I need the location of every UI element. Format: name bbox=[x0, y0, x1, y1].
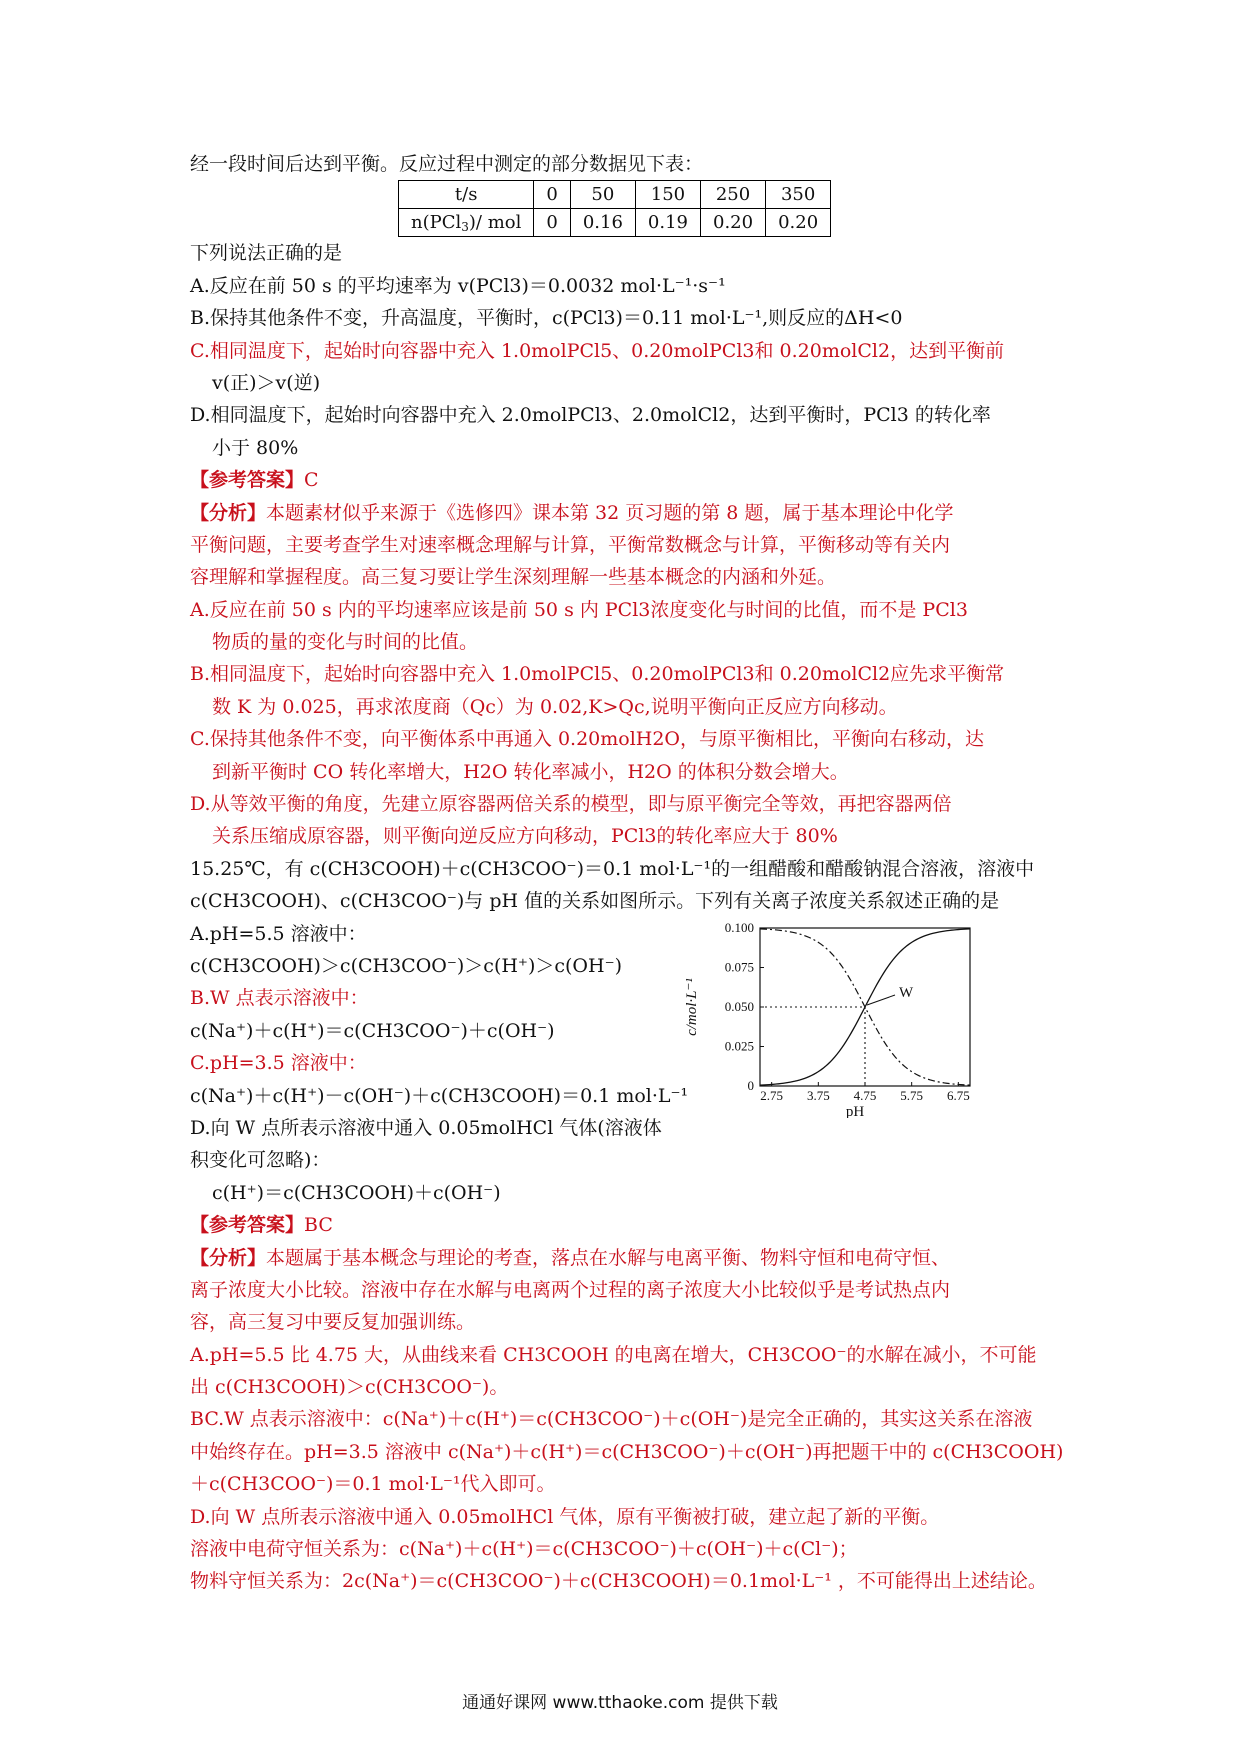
q15-analysis-cont: 容，高三复习中要反复加强训练。 bbox=[190, 1311, 476, 1334]
q15-answer: 【参考答案】BC bbox=[190, 1214, 333, 1237]
q15-options-block bbox=[190, 918, 1070, 1210]
q15-option-d-eq: c(H⁺)＝c(CH3COOH)＋c(OH⁻) bbox=[212, 1181, 501, 1204]
q14-analysis-d: D.从等效平衡的角度，先建立原容器两倍关系的模型，即与原平衡完全等效，再把容器两倍 bbox=[190, 793, 952, 816]
q15-option-d-cont: 积变化可忽略)： bbox=[190, 1149, 331, 1172]
x-tick-label: 3.75 bbox=[806, 1087, 830, 1103]
q15-analysis-a: A.pH=5.5 比 4.75 大，从曲线来看 CH3COOH 的电离在增大，CH3COO⁻的水解在减小，不可能 bbox=[190, 1343, 1037, 1366]
table-cell: 0 bbox=[534, 209, 570, 237]
q14-analysis-c-cont: 到新平衡时 CO 转化率增大，H2O 转化率减小，H2O 的体积分数会增大。 bbox=[212, 760, 849, 783]
q15-option-c: C.pH=3.5 溶液中： bbox=[190, 1052, 367, 1075]
q14-option-b: B.保持其他条件不变，升高温度，平衡时，c(PCl3)＝0.11 mol·L⁻¹,则反应的ΔH<0 bbox=[190, 307, 903, 330]
q15-analysis-bc-cont: ＋c(CH3COO⁻)＝0.1 mol·L⁻¹代入即可。 bbox=[190, 1473, 556, 1496]
y-tick-label: 0 bbox=[747, 1077, 754, 1093]
y-tick-label: 0.075 bbox=[724, 959, 754, 975]
q14-option-c-cont: v(正)＞v(逆) bbox=[212, 371, 321, 394]
x-tick-label: 4.75 bbox=[853, 1087, 877, 1103]
q15-stem: 15.25℃，有 c(CH3COOH)＋c(CH3COO⁻)＝0.1 mol·L⁻¹的一组醋酸和醋酸钠混合溶液，溶液中 bbox=[190, 857, 1035, 880]
q15-option-b-cont: c(Na⁺)＋c(H⁺)＝c(CH3COO⁻)＋c(OH⁻) bbox=[190, 1019, 555, 1042]
q14-intro: 经一段时间后达到平衡。反应过程中测定的部分数据见下表： bbox=[190, 153, 704, 175]
q14-option-d: D.相同温度下，起始时向容器中充入 2.0molPCl3、2.0molCl2，达到平衡时，PCl3 的转化率 bbox=[190, 404, 991, 427]
y-tick-label: 0.025 bbox=[724, 1038, 754, 1054]
q14-option-a: A.反应在前 50 s 的平均速率为 v(PCl3)＝0.0032 mol·L⁻¹·s⁻¹ bbox=[190, 274, 726, 297]
table-cell: 0.20 bbox=[766, 209, 831, 237]
q15-analysis-d-cont: 物料守恒关系为：2c(Na⁺)＝c(CH3COO⁻)＋c(CH3COOH)＝0.1mol·L⁻¹ ，不可能得出上述结论。 bbox=[190, 1570, 1047, 1593]
q15-option-d: D.向 W 点所表示溶液中通入 0.05molHCl 气体(溶液体 bbox=[190, 1116, 662, 1139]
q15-analysis-d-cont: 溶液中电荷守恒关系为：c(Na⁺)＋c(H⁺)＝c(CH3COO⁻)＋c(OH⁻)＋c(Cl⁻)； bbox=[190, 1538, 858, 1561]
q14-analysis-cont: 容理解和掌握程度。高三复习要让学生深刻理解一些基本概念的内涵和外延。 bbox=[190, 566, 837, 589]
table-cell: n(PCl$_3$)/ mol bbox=[399, 209, 534, 237]
x-tick-label: 2.75 bbox=[760, 1087, 784, 1103]
table-cell: 250 bbox=[701, 181, 766, 209]
q14-option-d-cont: 小于 80% bbox=[212, 436, 299, 459]
table-row bbox=[399, 209, 831, 237]
q14-prompt: 下列说法正确的是 bbox=[190, 242, 343, 265]
q14-option-c: C.相同温度下，起始时向容器中充入 1.0molPCl5、0.20molPCl3和 0.20molCl2，达到平衡前 bbox=[190, 339, 1005, 362]
data-table bbox=[398, 180, 831, 237]
y-tick-label: 0.050 bbox=[724, 998, 754, 1014]
q14-analysis-b: B.相同温度下，起始时向容器中充入 1.0molPCl5、0.20molPCl3和 0.20molCl2应先求平衡常 bbox=[190, 663, 1005, 686]
q15-option-c-cont: c(Na⁺)＋c(H⁺)－c(OH⁻)＋c(CH3COOH)＝0.1 mol·L⁻¹ bbox=[190, 1084, 689, 1107]
y-tick-label: 0.100 bbox=[724, 919, 754, 935]
table-cell: 0 bbox=[534, 181, 570, 209]
q14-analysis-a: A.反应在前 50 s 内的平均速率应该是前 50 s 内 PCl3浓度变化与时间的比值，而不是 PCl3 bbox=[190, 598, 968, 621]
q14-analysis-c: C.保持其他条件不变，向平衡体系中再通入 0.20molH2O，与原平衡相比，平衡向右移动，达 bbox=[190, 728, 985, 751]
x-axis-label: pH bbox=[845, 1103, 865, 1118]
q15-analysis-cont: 离子浓度大小比较。溶液中存在水解与电离两个过程的离子浓度大小比较似乎是考试热点内 bbox=[190, 1278, 951, 1301]
table-cell: 350 bbox=[766, 181, 831, 209]
q15-analysis: 【分析】本题属于基本概念与理论的考查，落点在水解与电离平衡、物料守恒和电荷守恒、 bbox=[190, 1246, 951, 1269]
q15-analysis-a-cont: 出 c(CH3COOH)＞c(CH3COO⁻)。 bbox=[190, 1376, 509, 1399]
page-footer: 通通好课网 www.tthaoke.com 提供下载 bbox=[462, 1693, 778, 1713]
q14-analysis-b-cont: 数 K 为 0.025，再求浓度商（Qc）为 0.02,K>Qc,说明平衡向正反应方向移动。 bbox=[212, 695, 898, 718]
q15-stem-cont: c(CH3COOH)、c(CH3COO⁻)与 pH 值的关系如图所示。下列有关离子浓度关系叙述正确的是 bbox=[190, 890, 1000, 913]
q14-analysis-cont: 平衡问题，主要考查学生对速率概念理解与计算，平衡常数概念与计算，平衡移动等有关内 bbox=[190, 533, 951, 556]
q14-answer: 【参考答案】C bbox=[190, 469, 319, 492]
q14-analysis: 【分析】本题素材似乎来源于《选修四》课本第 32 页习题的第 8 题，属于基本理论中化学 bbox=[190, 501, 954, 524]
q15-option-b: B.W 点表示溶液中： bbox=[190, 987, 369, 1010]
q15-analysis-bc-cont: 中始终存在。pH=3.5 溶液中 c(Na⁺)＋c(H⁺)＝c(CH3COO⁻)＋c(OH⁻)再把题干中的 c(CH3COOH) bbox=[190, 1440, 1064, 1463]
point-w-leader bbox=[867, 995, 895, 1005]
document-body bbox=[190, 148, 1070, 1598]
x-tick-label: 5.75 bbox=[900, 1087, 924, 1103]
q15-analysis-bc: BC.W 点表示溶液中：c(Na⁺)＋c(H⁺)＝c(CH3COO⁻)＋c(OH⁻)是完全正确的，其实这关系在溶液 bbox=[190, 1408, 1033, 1431]
q15-option-a-cont: c(CH3COOH)＞c(CH3COO⁻)＞c(H⁺)＞c(OH⁻) bbox=[190, 954, 623, 977]
table-cell: 0.20 bbox=[701, 209, 766, 237]
q14-analysis-a-cont: 物质的量的变化与时间的比值。 bbox=[212, 631, 479, 654]
table-row bbox=[399, 181, 831, 209]
table-cell: 150 bbox=[635, 181, 700, 209]
y-axis-label: c/mol·L⁻¹ bbox=[684, 977, 700, 1036]
q15-option-a: A.pH=5.5 溶液中： bbox=[190, 922, 367, 945]
q15-analysis-d: D.向 W 点所表示溶液中通入 0.05molHCl 气体，原有平衡被打破，建立起了新的平衡。 bbox=[190, 1505, 940, 1528]
table-cell: 50 bbox=[570, 181, 635, 209]
concentration-ph-chart bbox=[680, 918, 980, 1118]
point-w-label: W bbox=[899, 984, 914, 1001]
table-cell: t/s bbox=[399, 181, 534, 209]
x-tick-label: 6.75 bbox=[946, 1087, 970, 1103]
table-cell: 0.19 bbox=[635, 209, 700, 237]
table-cell: 0.16 bbox=[570, 209, 635, 237]
q14-analysis-d-cont: 关系压缩成原容器，则平衡向逆反应方向移动，PCl3的转化率应大于 80% bbox=[212, 825, 838, 848]
